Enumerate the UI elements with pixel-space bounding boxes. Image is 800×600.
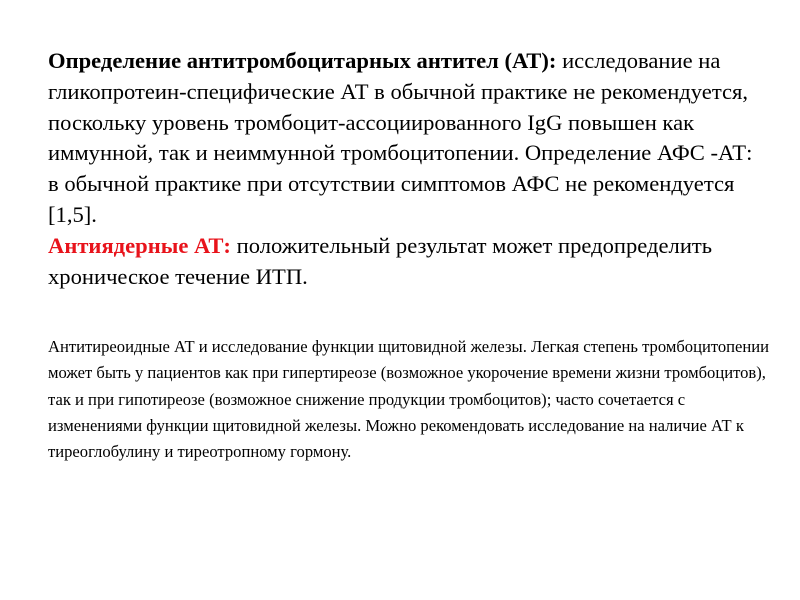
paragraph-thyroid: Антитиреоидные АТ и исследование функции щитовидной железы. Легкая степень тромбоцитопении может быть у пациентов как при гипертиреозе (возможное укорочение времени жизни тромбоцитов), так и при гипотиреозе (возможное снижение продукции тромбоцитов); часто сочетается с изменениями функции щитовидной железы. Можно рекомендовать исследование на наличие АТ к тиреоглобулину и тиреотропному гормону. <box>48 337 770 462</box>
heading-antiplatelet-antibodies: Определение антитромбоцитарных антител (АТ): <box>48 48 557 73</box>
text-antiplatelet-antibodies: исследование на гликопротеин-специфические АТ в обычной практике не рекомендуется, поскольку уровень тромбоцит-ассоциированного IgG повышен как иммунной, так и неиммунной тромбоцитопении. Определение АФС -АТ: в обычной практике при отсутствии симптомов АФС не рекомендуется [1,5]. <box>48 48 753 227</box>
heading-antinuclear-antibodies: Антиядерные АТ: <box>48 232 231 258</box>
thyroid-text-block <box>48 334 773 465</box>
text-antinuclear-antibodies: положительный результат может предопределить хроническое течение ИТП. <box>48 232 713 289</box>
main-text-block <box>48 46 768 292</box>
paragraph-antinuclear-antibodies <box>48 231 768 293</box>
paragraph-antiplatelet-antibodies <box>48 46 768 231</box>
